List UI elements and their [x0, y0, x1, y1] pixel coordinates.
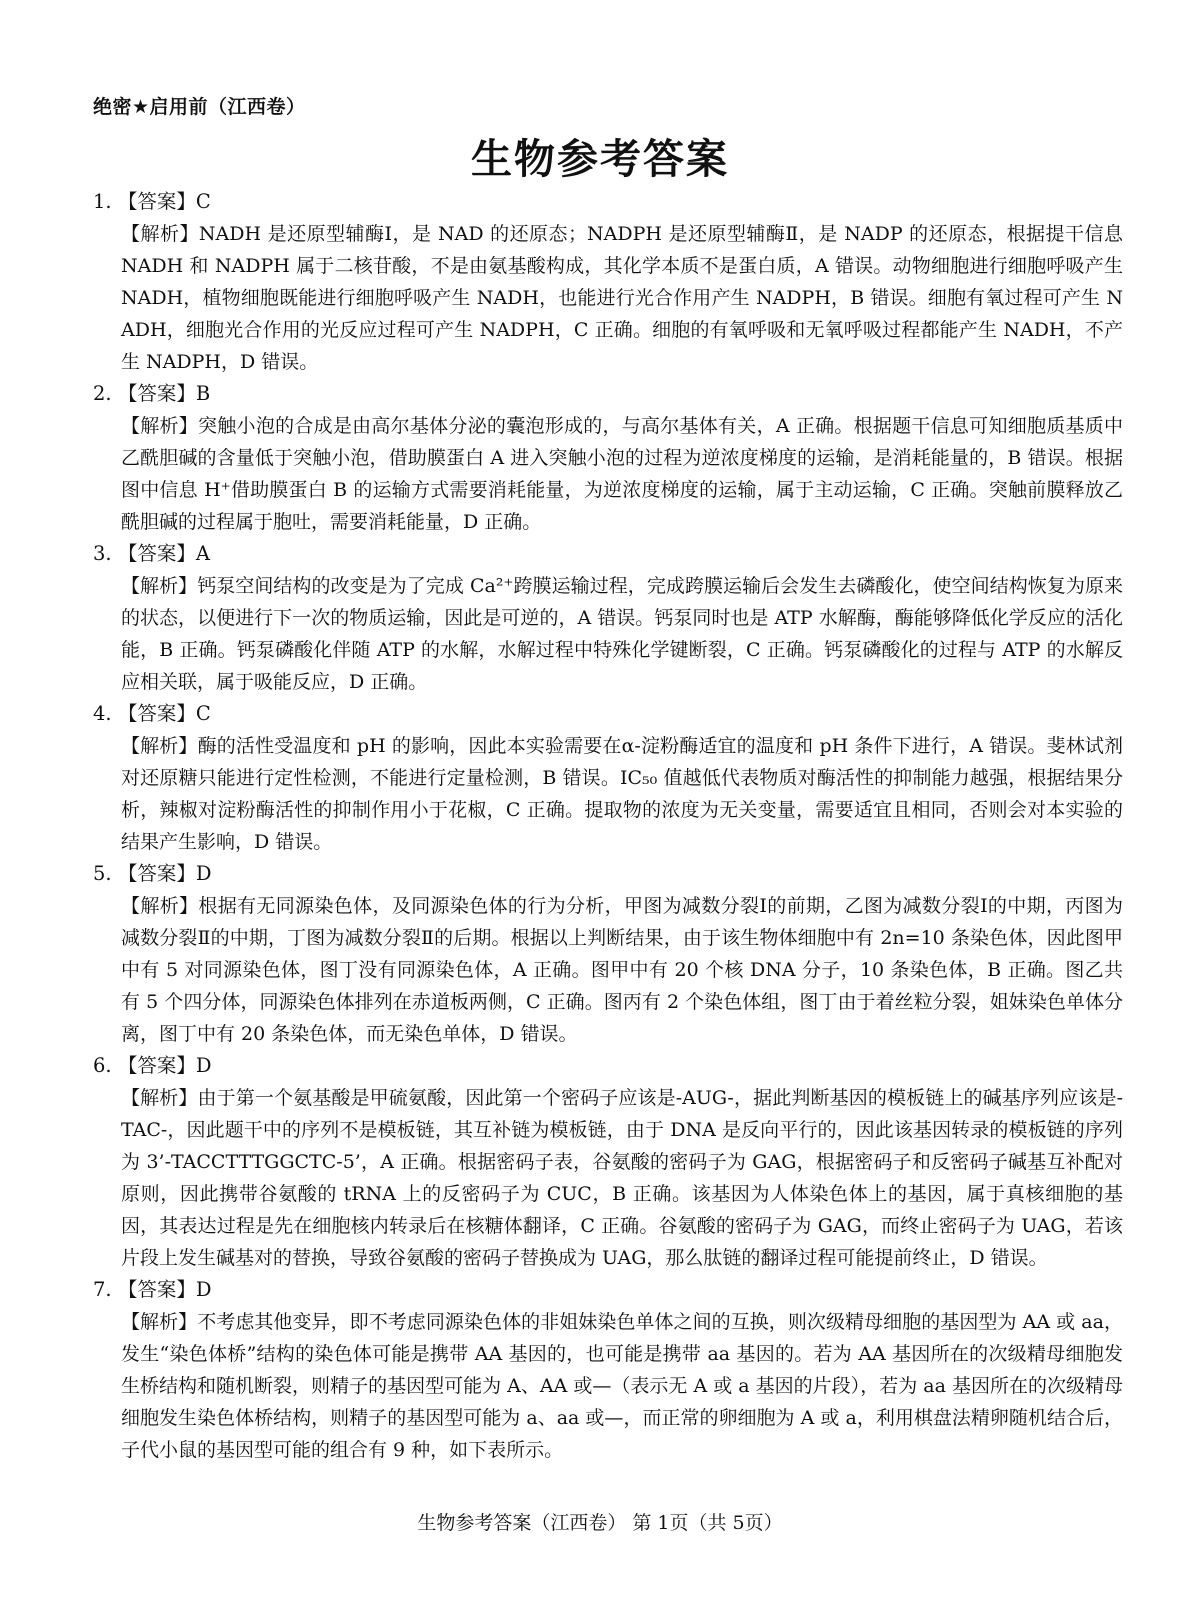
question-header [93, 698, 1123, 730]
page-title: 生物参考答案 [471, 135, 729, 183]
explanation: 【解析】根据有无同源染色体，及同源染色体的行为分析，甲图为减数分裂Ⅰ的前期，乙图为减数分裂Ⅰ的中期，丙图为减数分裂Ⅱ的中期，丁图为减数分裂Ⅱ的后期。根据以上判断结果，由于该生物体细胞中有 2n=10 条染色体，因此图甲中有 5 对同源染色体，图丁没有同源染色体，A 正确。图甲中有 20 个核 DNA 分子，10 条染色体，B 正确。图乙共有 5 个四分体，同源染色体排列在赤道板两侧，C 正确。图丙有 2 个染色体组，图丁由于着丝粒分裂，姐妹染色单体分离，图丁中有 20 条染色体，而无染色单体，D 错误。 [121, 895, 1123, 1045]
explanation: 【解析】酶的活性受温度和 pH 的影响，因此本实验需要在α-淀粉酶适宜的温度和 pH 条件下进行，A 错误。斐林试剂对还原糖只能进行定性检测，不能进行定量检测，B 错误。IC₅₀ 值越低代表物质对酶活性的抑制能力越强，根据结果分析，辣椒对淀粉酶活性的抑制作用小于花椒，C 正确。提取物的浓度为无关变量，需要适宜且相同，否则会对本实验的结果产生影响，D 错误。 [121, 735, 1123, 853]
answer-key: 【答案】C [117, 190, 211, 213]
answer-key: 【答案】B [117, 382, 211, 405]
question-6 [93, 1050, 1123, 1274]
question-number: 3. [93, 542, 112, 565]
question-header [93, 1050, 1123, 1082]
answer-list [93, 186, 1123, 1466]
question-number: 2. [93, 382, 112, 405]
explanation: 【解析】NADH 是还原型辅酶Ⅰ，是 NAD 的还原态；NADPH 是还原型辅酶Ⅱ，是 NADP 的还原态，根据提干信息 NADH 和 NADPH 属于二核苷酸，不是由氨基酸构成，其化学本质不是蛋白质，A 错误。动物细胞进行细胞呼吸产生 NADH，植物细胞既能进行细胞呼吸产生 NADH，也能进行光合作用产生 NADPH，B 错误。细胞有氧过程可产生 NADH，细胞光合作用的光反应过程可产生 NADPH，C 正确。细胞的有氧呼吸和无氧呼吸过程都能产生 NADH，不产生 NADPH，D 错误。 [121, 223, 1123, 373]
answer-key: 【答案】D [117, 862, 212, 885]
question-2 [93, 378, 1123, 538]
explanation: 【解析】钙泵空间结构的改变是为了完成 Ca²⁺跨膜运输过程，完成跨膜运输后会发生去磷酸化，使空间结构恢复为原来的状态，以便进行下一次的物质运输，因此是可逆的，A 错误。钙泵同时也是 ATP 水解酶，酶能够降低化学反应的活化能，B 正确。钙泵磷酸化伴随 ATP 的水解，水解过程中特殊化学键断裂，C 正确。钙泵磷酸化的过程与 ATP 的水解反应相关联，属于吸能反应，D 正确。 [121, 575, 1123, 693]
question-header [93, 858, 1123, 890]
question-5 [93, 858, 1123, 1050]
confidential-label: 绝密★启用前（江西卷） [93, 96, 306, 118]
page-footer: 生物参考答案（江西卷） 第 1页（共 5页） [417, 1512, 783, 1534]
question-header [93, 538, 1123, 570]
explanation: 【解析】由于第一个氨基酸是甲硫氨酸，因此第一个密码子应该是-AUG-，据此判断基因的模板链上的碱基序列应该是-TAC-，因此题干中的序列不是模板链，其互补链为模板链，由于 DNA 是反向平行的，因此该基因转录的模板链的序列为 3’-TACCTTTGGCTC-5’，A 正确。根据密码子表，谷氨酸的密码子为 GAG，根据密码子和反密码子碱基互补配对原则，因此携带谷氨酸的 tRNA 上的反密码子为 CUC，B 正确。该基因为人体染色体上的基因，属于真核细胞的基因，其表达过程是先在细胞核内转录后在核糖体翻译，C 正确。谷氨酸的密码子为 GAG，而终止密码子为 UAG，若该片段上发生碱基对的替换，导致谷氨酸的密码子替换成为 UAG，那么肽链的翻译过程可能提前终止，D 错误。 [121, 1087, 1123, 1269]
question-1 [93, 186, 1123, 378]
question-header [93, 186, 1123, 218]
explanation: 【解析】突触小泡的合成是由高尔基体分泌的囊泡形成的，与高尔基体有关，A 正确。根据题干信息可知细胞质基质中乙酰胆碱的含量低于突触小泡，借助膜蛋白 A 进入突触小泡的过程为逆浓度梯度的运输，是消耗能量的，B 错误。根据图中信息 H⁺借助膜蛋白 B 的运输方式需要消耗能量，为逆浓度梯度的运输，属于主动运输，C 正确。突触前膜释放乙酰胆碱的过程属于胞吐，需要消耗能量，D 正确。 [121, 415, 1123, 533]
answer-key: 【答案】D [117, 1054, 212, 1077]
question-3 [93, 538, 1123, 698]
question-number: 7. [93, 1278, 112, 1301]
question-number: 1. [93, 190, 112, 213]
answer-key: 【答案】C [117, 702, 211, 725]
question-header [93, 1274, 1123, 1306]
question-number: 6. [93, 1054, 112, 1077]
question-header [93, 378, 1123, 410]
question-7 [93, 1274, 1123, 1466]
question-4 [93, 698, 1123, 858]
answer-key: 【答案】D [117, 1278, 212, 1301]
question-number: 5. [93, 862, 112, 885]
explanation: 【解析】不考虑其他变异，即不考虑同源染色体的非姐妹染色单体之间的互换，则次级精母细胞的基因型为 AA 或 aa，发生“染色体桥”结构的染色体可能是携带 AA 基因的，也可能是携带 aa 基因的。若为 AA 基因所在的次级精母细胞发生桥结构和随机断裂，则精子的基因型可能为 A、AA 或—（表示无 A 或 a 基因的片段），若为 aa 基因所在的次级精母细胞发生染色体桥结构，则精子的基因型可能为 a、aa 或—，而正常的卵细胞为 A 或 a，利用棋盘法精卵随机结合后，子代小鼠的基因型可能的组合有 9 种，如下表所示。 [121, 1311, 1123, 1461]
answer-key: 【答案】A [117, 542, 210, 565]
question-number: 4. [93, 702, 112, 725]
